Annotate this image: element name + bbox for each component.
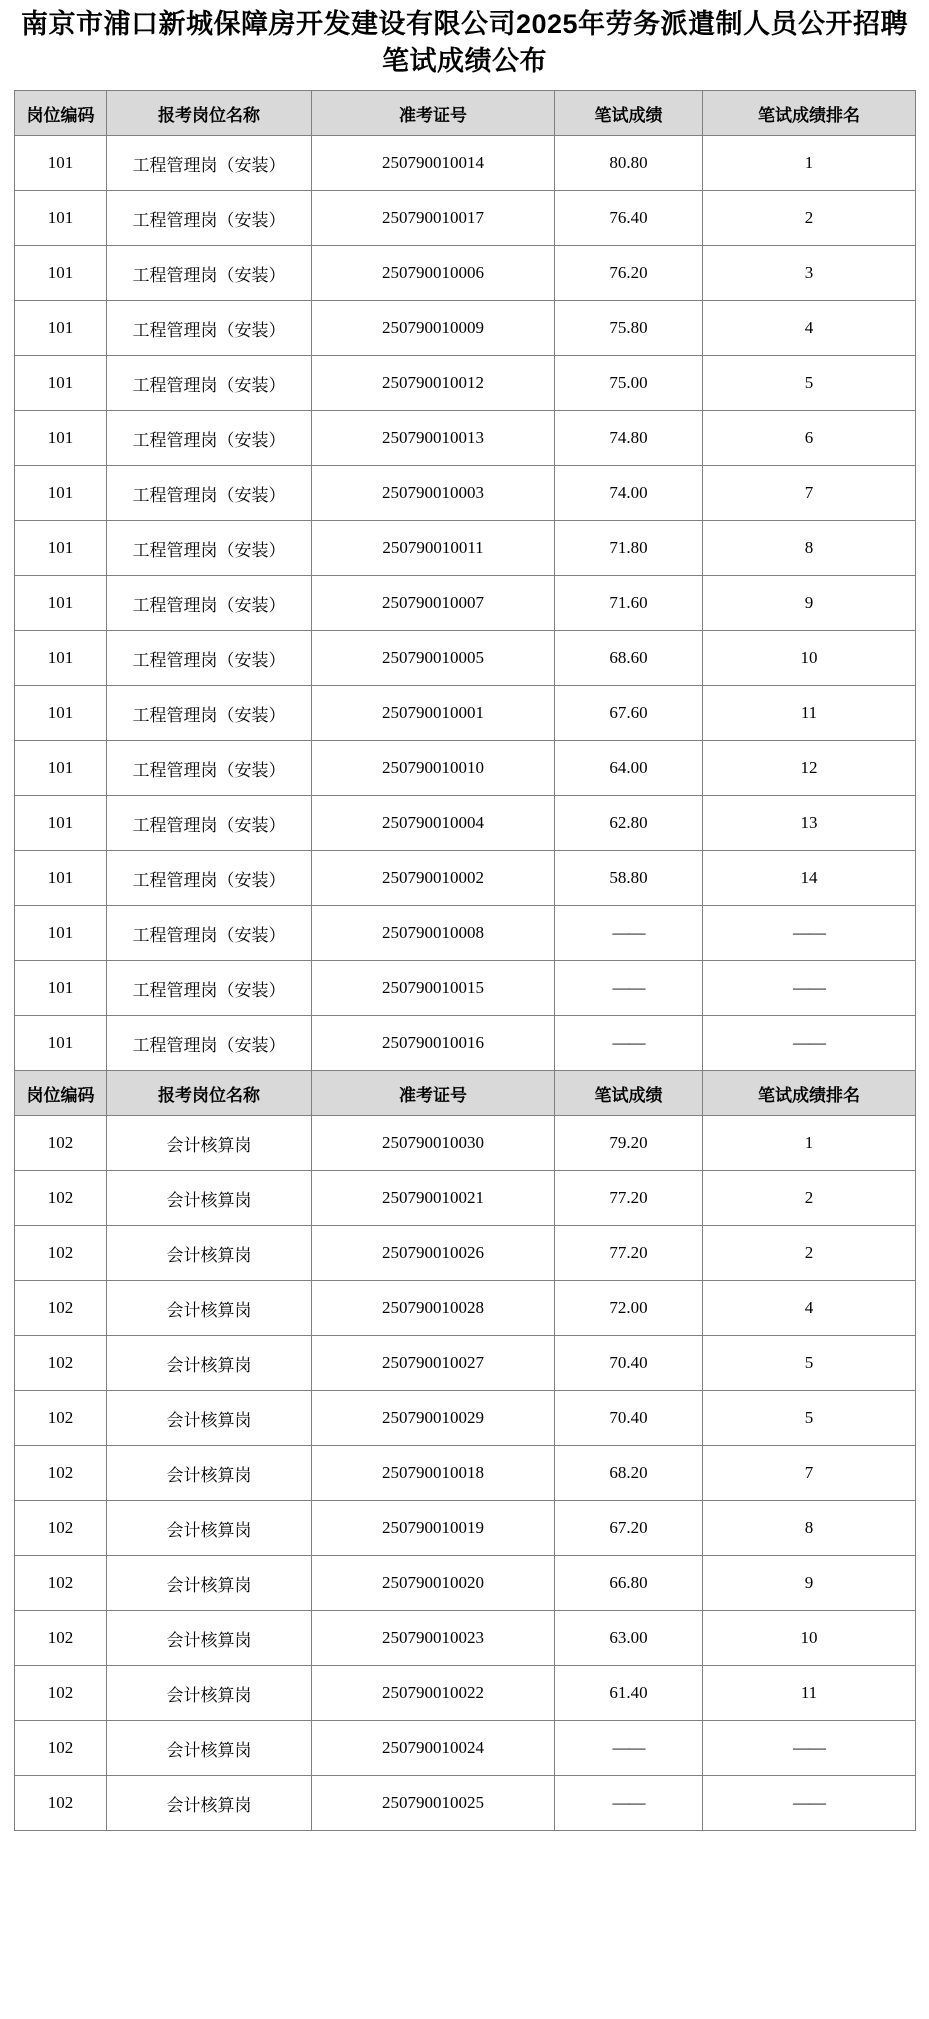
table-cell: 101 [15,246,107,301]
table-cell: 2 [703,1171,916,1226]
table-cell: 250790010004 [312,796,555,851]
table-row [15,1776,916,1831]
table-cell: 250790010025 [312,1776,555,1831]
table-cell: 9 [703,576,916,631]
table-cell: 250790010007 [312,576,555,631]
table-cell: 250790010017 [312,191,555,246]
table-cell: 250790010009 [312,301,555,356]
table-cell: 250790010024 [312,1721,555,1776]
table-cell: 77.20 [555,1226,703,1281]
table-cell: 68.20 [555,1446,703,1501]
table-header-row [15,91,916,136]
table-cell: 74.00 [555,466,703,521]
table-cell: 250790010001 [312,686,555,741]
table-row [15,356,916,411]
table-cell: 101 [15,906,107,961]
table-row [15,1721,916,1776]
table-row [15,741,916,796]
column-header: 岗位编码 [15,1071,107,1116]
table-cell: 101 [15,136,107,191]
table-cell: 2 [703,191,916,246]
table-cell: 会计核算岗 [107,1336,312,1391]
table-cell: —— [703,1776,916,1831]
table-cell: 250790010012 [312,356,555,411]
table-cell: 102 [15,1226,107,1281]
table-cell: 102 [15,1556,107,1611]
table-cell: 工程管理岗（安装） [107,631,312,686]
table-cell: 101 [15,356,107,411]
table-cell: 8 [703,1501,916,1556]
table-row [15,686,916,741]
page-title: 南京市浦口新城保障房开发建设有限公司2025年劳务派遣制人员公开招聘笔试成绩公布 [20,9,909,76]
table-cell: 250790010002 [312,851,555,906]
table-cell: 会计核算岗 [107,1611,312,1666]
table-cell: 会计核算岗 [107,1281,312,1336]
table-cell: 9 [703,1556,916,1611]
table-cell: 66.80 [555,1556,703,1611]
table-cell: 工程管理岗（安装） [107,796,312,851]
table-cell: 会计核算岗 [107,1501,312,1556]
table-cell: 76.40 [555,191,703,246]
table-cell: 工程管理岗（安装） [107,906,312,961]
table-cell: 75.00 [555,356,703,411]
column-header: 岗位编码 [15,91,107,136]
table-cell: 102 [15,1391,107,1446]
table-cell: 4 [703,1281,916,1336]
table-cell: 102 [15,1721,107,1776]
table-cell: 101 [15,301,107,356]
table-cell: —— [703,1721,916,1776]
column-header: 笔试成绩 [555,1071,703,1116]
table-cell: 102 [15,1611,107,1666]
table-cell: 64.00 [555,741,703,796]
table-cell: 250790010020 [312,1556,555,1611]
table-cell: 会计核算岗 [107,1776,312,1831]
table-cell: —— [555,1721,703,1776]
table-cell: 4 [703,301,916,356]
table-cell: 102 [15,1171,107,1226]
table-row [15,1226,916,1281]
table-cell: 会计核算岗 [107,1391,312,1446]
table-cell: 14 [703,851,916,906]
table-cell: 102 [15,1336,107,1391]
table-cell: 101 [15,191,107,246]
table-cell: 71.60 [555,576,703,631]
table-cell: —— [703,961,916,1016]
table-cell: 67.20 [555,1501,703,1556]
table-cell: 250790010014 [312,136,555,191]
table-cell: 会计核算岗 [107,1556,312,1611]
table-cell: 会计核算岗 [107,1226,312,1281]
table-cell: 250790010019 [312,1501,555,1556]
table-row [15,136,916,191]
table-cell: 工程管理岗（安装） [107,961,312,1016]
table-row [15,1171,916,1226]
table-row [15,1446,916,1501]
table-cell: 工程管理岗（安装） [107,1016,312,1071]
table-cell: 5 [703,1336,916,1391]
table-cell: 工程管理岗（安装） [107,521,312,576]
table-cell: 7 [703,1446,916,1501]
table-cell: 101 [15,1016,107,1071]
table-cell: 250790010003 [312,466,555,521]
table-cell: 会计核算岗 [107,1116,312,1171]
table-cell: 250790010021 [312,1171,555,1226]
table-row [15,246,916,301]
table-cell: 250790010010 [312,741,555,796]
table-cell: 7 [703,466,916,521]
table-cell: 1 [703,136,916,191]
column-header: 准考证号 [312,91,555,136]
table-cell: 10 [703,1611,916,1666]
table-cell: 5 [703,1391,916,1446]
table-cell: 101 [15,961,107,1016]
table-cell: 101 [15,686,107,741]
table-cell: —— [555,1016,703,1071]
table-header-row [15,1071,916,1116]
table-cell: 会计核算岗 [107,1721,312,1776]
table-cell: 1 [703,1116,916,1171]
table-cell: 61.40 [555,1666,703,1721]
table-cell: 102 [15,1116,107,1171]
table-row [15,906,916,961]
table-row [15,411,916,466]
table-cell: 10 [703,631,916,686]
table-cell: 77.20 [555,1171,703,1226]
table-row [15,796,916,851]
table-cell: —— [703,1016,916,1071]
table-cell: 102 [15,1446,107,1501]
table-row [15,1116,916,1171]
table-cell: 11 [703,1666,916,1721]
table-cell: 102 [15,1666,107,1721]
table-row [15,851,916,906]
table-row [15,1336,916,1391]
table-cell: 250790010015 [312,961,555,1016]
table-row [15,631,916,686]
table-row [15,1666,916,1721]
table-cell: 102 [15,1776,107,1831]
table-cell: 工程管理岗（安装） [107,301,312,356]
table-row [15,1391,916,1446]
table-row [15,1281,916,1336]
table-cell: 101 [15,631,107,686]
column-header: 准考证号 [312,1071,555,1116]
table-cell: 5 [703,356,916,411]
table-row [15,466,916,521]
table-cell: 工程管理岗（安装） [107,356,312,411]
table-cell: 58.80 [555,851,703,906]
table-cell: 13 [703,796,916,851]
column-header: 笔试成绩 [555,91,703,136]
table-cell: 250790010029 [312,1391,555,1446]
table-cell: 工程管理岗（安装） [107,851,312,906]
table-cell: 79.20 [555,1116,703,1171]
table-cell: 75.80 [555,301,703,356]
table-cell: 会计核算岗 [107,1171,312,1226]
table-cell: —— [555,961,703,1016]
table-cell: 101 [15,411,107,466]
table-cell: 72.00 [555,1281,703,1336]
table-cell: 工程管理岗（安装） [107,246,312,301]
table-cell: 101 [15,851,107,906]
table-cell: 68.60 [555,631,703,686]
table-cell: 8 [703,521,916,576]
table-cell: 80.80 [555,136,703,191]
table-cell: 74.80 [555,411,703,466]
table-row [15,576,916,631]
table-cell: 会计核算岗 [107,1446,312,1501]
table-cell: 250790010013 [312,411,555,466]
table-cell: 工程管理岗（安装） [107,191,312,246]
table-cell: 3 [703,246,916,301]
table-cell: 12 [703,741,916,796]
table-cell: 101 [15,576,107,631]
table-cell: 250790010027 [312,1336,555,1391]
table-cell: 11 [703,686,916,741]
column-header: 笔试成绩排名 [703,91,916,136]
exam-results-table [14,90,916,1831]
table-cell: 101 [15,796,107,851]
table-row [15,191,916,246]
table-row [15,301,916,356]
table-cell: 工程管理岗（安装） [107,136,312,191]
table-row [15,1501,916,1556]
table-row [15,961,916,1016]
table-cell: 工程管理岗（安装） [107,686,312,741]
table-cell: 会计核算岗 [107,1666,312,1721]
table-cell: 101 [15,521,107,576]
table-cell: —— [555,906,703,961]
table-cell: 250790010016 [312,1016,555,1071]
table-cell: 工程管理岗（安装） [107,411,312,466]
table-cell: 6 [703,411,916,466]
table-cell: 250790010022 [312,1666,555,1721]
table-cell: 70.40 [555,1391,703,1446]
table-row [15,1016,916,1071]
table-cell: 102 [15,1281,107,1336]
table-cell: 62.80 [555,796,703,851]
table-row [15,1556,916,1611]
table-cell: 76.20 [555,246,703,301]
table-cell: 250790010023 [312,1611,555,1666]
table-cell: 工程管理岗（安装） [107,466,312,521]
table-cell: 工程管理岗（安装） [107,576,312,631]
table-body [15,91,916,1831]
table-cell: 250790010030 [312,1116,555,1171]
table-cell: 250790010006 [312,246,555,301]
table-cell: 250790010011 [312,521,555,576]
table-cell: 250790010026 [312,1226,555,1281]
table-cell: 250790010028 [312,1281,555,1336]
column-header: 报考岗位名称 [107,91,312,136]
table-cell: —— [703,906,916,961]
table-cell: 250790010005 [312,631,555,686]
table-cell: 71.80 [555,521,703,576]
table-cell: 70.40 [555,1336,703,1391]
table-cell: 工程管理岗（安装） [107,741,312,796]
table-cell: —— [555,1776,703,1831]
table-row [15,521,916,576]
column-header: 笔试成绩排名 [703,1071,916,1116]
table-cell: 2 [703,1226,916,1281]
table-cell: 67.60 [555,686,703,741]
table-cell: 250790010018 [312,1446,555,1501]
column-header: 报考岗位名称 [107,1071,312,1116]
table-cell: 63.00 [555,1611,703,1666]
table-cell: 102 [15,1501,107,1556]
table-cell: 101 [15,741,107,796]
table-cell: 101 [15,466,107,521]
table-row [15,1611,916,1666]
table-cell: 250790010008 [312,906,555,961]
